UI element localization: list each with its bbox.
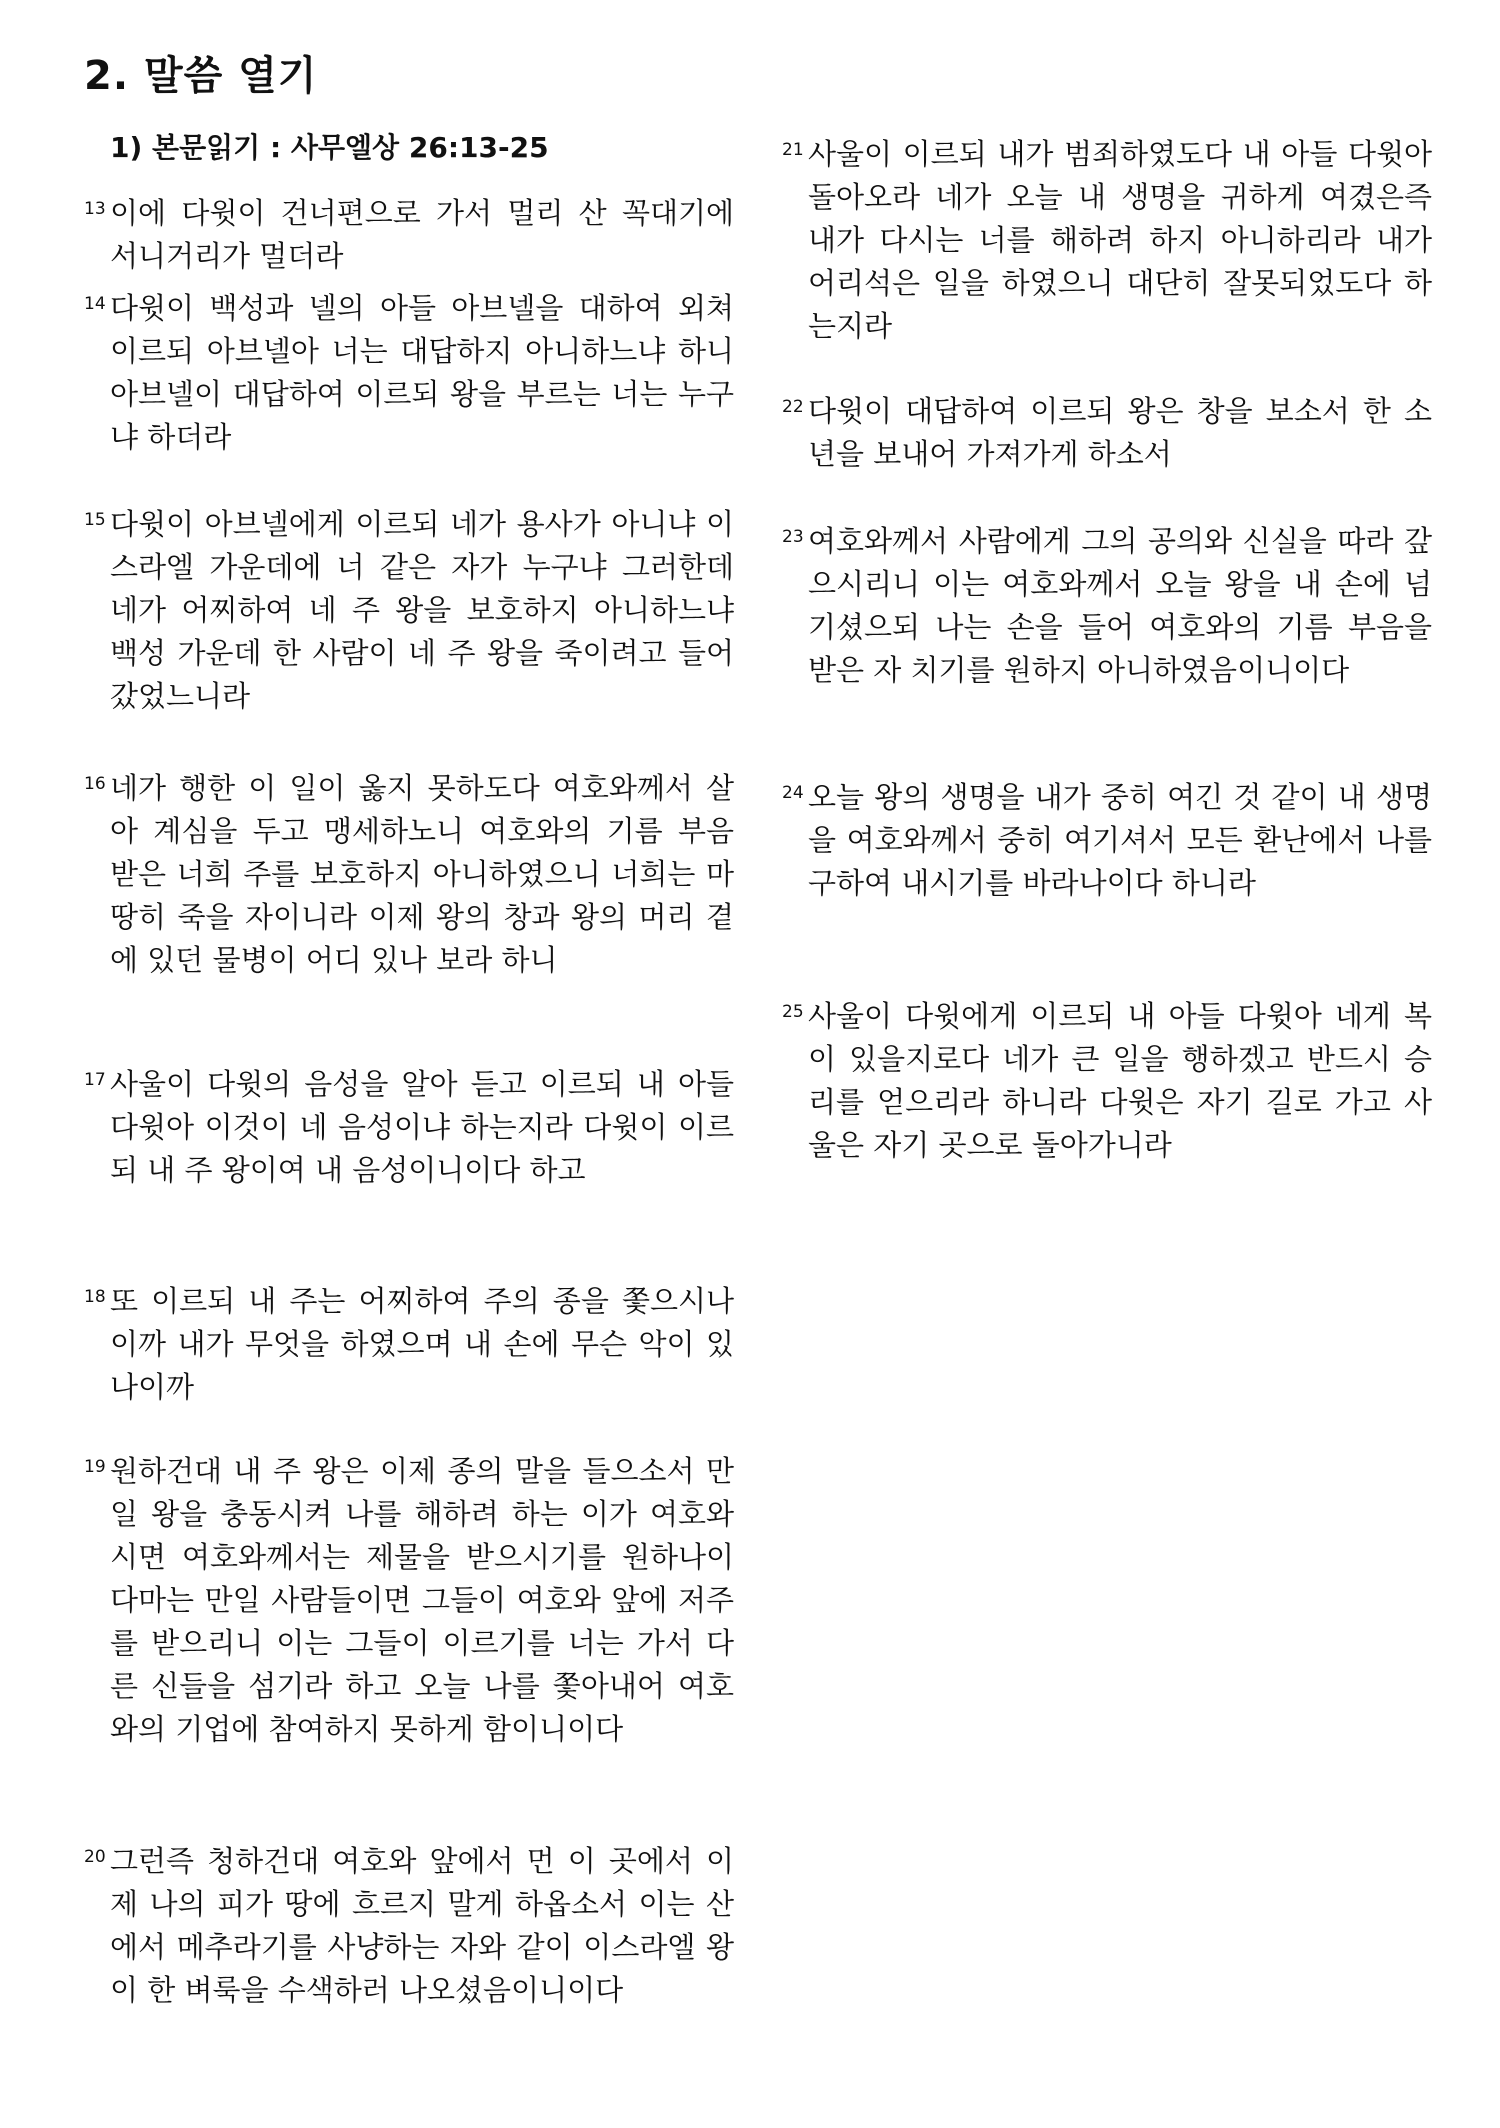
- verse-number: 16: [84, 774, 106, 794]
- verse-text: 다윗이 백성과 넬의 아들 아브넬을 대하여 외쳐 이르되 아브넬아 너는 대답하지 아니하느냐 하니 아브넬이 대답하여 이르되 왕을 부르는 너는 누구냐 하더라: [110, 291, 734, 454]
- verse-22: [782, 390, 1432, 476]
- verse-number: 19: [84, 1457, 106, 1477]
- verse-number: 18: [84, 1287, 106, 1307]
- verse-24: [782, 776, 1432, 905]
- verse-text: 원하건대 내 주 왕은 이제 종의 말을 들으소서 만일 왕을 충동시켜 나를 해하려 하는 이가 여호와시면 여호와께서는 제물을 받으시기를 원하나이다마는 만일 사람들이면 그들이 여호와 앞에 저주를 받으리니 이는 그들이 이르기를 너는 가서 다른 신들을 섬기라 하고 오늘 나를 쫓아내어 여호와의 기업에 참여하지 못하게 함이니이다: [110, 1454, 734, 1746]
- verse-number: 15: [84, 510, 106, 530]
- verse-text: 여호와께서 사람에게 그의 공의와 신실을 따라 갚으시리니 이는 여호와께서 오늘 왕을 내 손에 넘기셨으되 나는 손을 들어 여호와의 기름 부음을 받은 자 치기를 원하지 아니하였음이니이다: [808, 524, 1432, 687]
- verse-number: 25: [782, 1002, 804, 1022]
- verse-number: 20: [84, 1847, 106, 1867]
- verse-text: 사울이 이르되 내가 범죄하였도다 내 아들 다윗아 돌아오라 네가 오늘 내 생명을 귀하게 여겼은즉 내가 다시는 너를 해하려 하지 아니하리라 내가 어리석은 일을 하였으니 대단히 잘못되었도다 하는지라: [808, 137, 1432, 343]
- verse-text: 또 이르되 내 주는 어찌하여 주의 종을 쫓으시나이까 내가 무엇을 하였으며 내 손에 무슨 악이 있나이까: [110, 1284, 734, 1404]
- verse-14: [84, 287, 734, 459]
- verse-20: [84, 1840, 734, 2012]
- verse-16: [84, 767, 734, 982]
- verse-18: [84, 1280, 734, 1409]
- verse-text: 오늘 왕의 생명을 내가 중히 여긴 것 같이 내 생명을 여호와께서 중히 여기셔서 모든 환난에서 나를 구하여 내시기를 바라나이다 하니라: [808, 780, 1432, 900]
- verse-number: 14: [84, 294, 106, 314]
- verse-number: 24: [782, 783, 804, 803]
- verse-25: [782, 995, 1432, 1167]
- verse-23: [782, 520, 1432, 692]
- verse-text: 사울이 다윗의 음성을 알아 듣고 이르되 내 아들 다윗아 이것이 네 음성이냐 하는지라 다윗이 이르되 내 주 왕이여 내 음성이니이다 하고: [110, 1067, 734, 1187]
- verse-number: 17: [84, 1070, 106, 1090]
- verse-number: 13: [84, 199, 106, 219]
- section-title: 2. 말씀 열기: [84, 53, 318, 99]
- verse-number: 23: [782, 527, 804, 547]
- verse-number: 22: [782, 397, 804, 417]
- verse-text: 다윗이 대답하여 이르되 왕은 창을 보소서 한 소년을 보내어 가져가게 하소서: [808, 394, 1432, 471]
- verse-19: [84, 1450, 734, 1751]
- passage-subtitle: 1) 본문읽기 : 사무엘상 26:13-25: [110, 131, 549, 164]
- verse-13: [84, 192, 734, 278]
- verse-text: 다윗이 아브넬에게 이르되 네가 용사가 아니냐 이스라엘 가운데에 너 같은 자가 누구냐 그러한데 네가 어찌하여 네 주 왕을 보호하지 아니하느냐 백성 가운데 한 사람이 네 주 왕을 죽이려고 들어갔었느니라: [110, 507, 734, 713]
- verse-21: [782, 133, 1432, 348]
- verse-text: 네가 행한 이 일이 옳지 못하도다 여호와께서 살아 계심을 두고 맹세하노니 여호와의 기름 부음 받은 너희 주를 보호하지 아니하였으니 너희는 마땅히 죽을 자이니라 이제 왕의 창과 왕의 머리 곁에 있던 물병이 어디 있나 보라 하니: [110, 771, 734, 977]
- verse-17: [84, 1063, 734, 1192]
- verse-text: 사울이 다윗에게 이르되 내 아들 다윗아 네게 복이 있을지로다 네가 큰 일을 행하겠고 반드시 승리를 얻으리라 하니라 다윗은 자기 길로 가고 사울은 자기 곳으로 돌아가니라: [808, 999, 1432, 1162]
- verse-text: 그런즉 청하건대 여호와 앞에서 먼 이 곳에서 이제 나의 피가 땅에 흐르지 말게 하옵소서 이는 산에서 메추라기를 사냥하는 자와 같이 이스라엘 왕이 한 벼룩을 수색하러 나오셨음이니이다: [110, 1844, 734, 2007]
- verse-text: 이에 다윗이 건너편으로 가서 멀리 산 꼭대기에 서니거리가 멀더라: [110, 196, 734, 273]
- verse-15: [84, 503, 734, 718]
- verse-number: 21: [782, 140, 804, 160]
